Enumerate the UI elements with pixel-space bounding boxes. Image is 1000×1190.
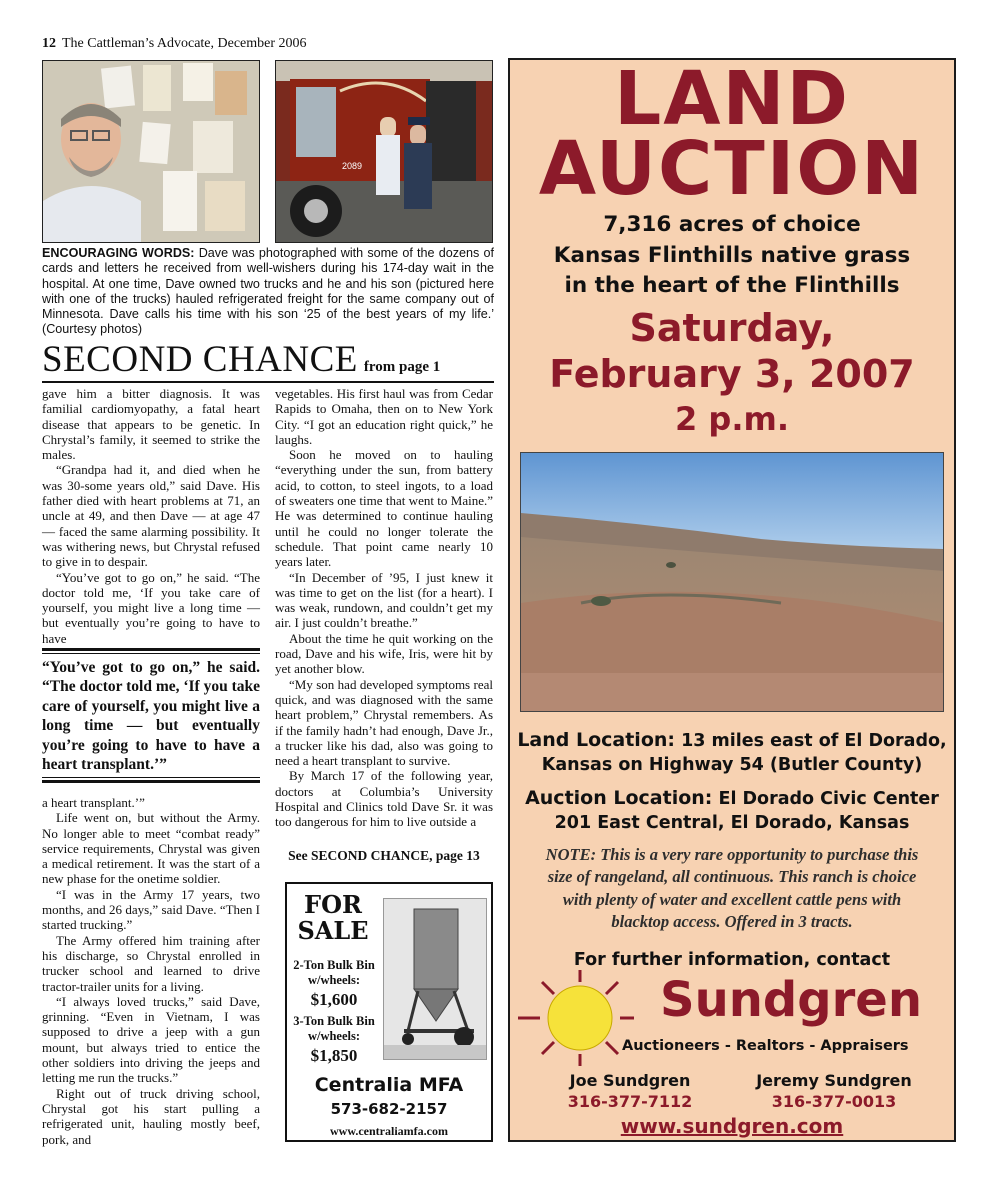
item2-label: 3-Ton Bulk Bin w/wheels:	[293, 1014, 375, 1043]
item1-price: $1,600	[310, 990, 358, 1009]
for-sale-ad	[285, 882, 493, 1142]
paragraph: “Grandpa had it, and died when he was 30-some years old,” said Dave. His father died with heart problems at 71, an uncle at 49, and then Dave — at age 47 — faced the same alarming possibility. It was withering news, but Chrystal refused to give in to despair.	[42, 462, 260, 570]
headline-title: SECOND CHANCE	[42, 339, 358, 380]
pullquote-rule-top-thin	[42, 653, 260, 654]
for-sale-items	[289, 958, 379, 1070]
contact-joe	[530, 1070, 730, 1112]
contact-name: Jeremy Sundgren	[756, 1071, 912, 1090]
paragraph: Soon he moved on to hauling “everything under the sun, from battery acid, to cotton, to steel ingots, to a load of sweaters one time that went to Maine.” He was determined to continue hauling until he could no longer tolerate the schedule. That point came nearly 10 years later.	[275, 447, 493, 570]
auction-location-label: Auction Location:	[525, 787, 713, 809]
paragraph: Life went on, but without the Army. No longer able to meet “combat ready” service requirements, Chrystal was given a medical retirement. It was the start of a new phase for the onetime soldier.	[42, 810, 260, 887]
bulk-bin-photo	[383, 898, 487, 1060]
paragraph: “I always loved trucks,” said Dave, grinning. “Even in Vietnam, I was supposed to drive a jeep with a gun mount, but always tried to entice the other soldiers into driving the jeeps and letting me run the trucks.”	[42, 993, 260, 1086]
ad-land-location	[510, 728, 954, 777]
land-auction-ad	[508, 58, 956, 1142]
ad-subtitle-line1: 7,316 acres of choice	[603, 212, 861, 237]
ad-date: February 3, 2007	[549, 352, 915, 396]
for-sale-title-line1: FOR	[304, 890, 362, 919]
headline-from: from page 1	[363, 359, 441, 375]
centralia-brand: Centralia MFA	[314, 1074, 464, 1096]
ad-subtitle	[510, 210, 954, 302]
auction-location-text2: 201 East Central, El Dorado, Kansas	[554, 813, 910, 833]
paragraph: vegetables. His first haul was from Cedar Rapids to Omaha, then on to New York City. “I got an education right quick,” he laughs.	[275, 386, 493, 447]
ad-subtitle-line2: Kansas Flinthills native grass	[553, 242, 911, 268]
truck-number: 2089	[342, 161, 363, 171]
article-headline	[42, 338, 494, 381]
paragraph: “In December of ’95, I just knew it was time to get on the list (for a heart). I was weak, rundown, and couldn’t get my air. I just couldn’t breathe.”	[275, 569, 493, 631]
sundgren-tagline: Auctioneers - Realtors - Appraisers	[622, 1038, 909, 1054]
paragraph: “I was in the Army 17 years, two months, and 26 days,” said Dave. “Then I started trucking.”	[42, 886, 260, 933]
item1-label: 2-Ton Bulk Bin w/wheels:	[293, 958, 375, 987]
ad-note: NOTE: This is a very rare opportunity to purchase this size of rangeland, all continuous. This ranch is choice with plenty of water and excellent cattle pens with blacktop access. Offered in 3 tracts.	[545, 845, 919, 932]
ad-auction-location	[510, 786, 954, 835]
page-header	[42, 36, 307, 52]
pullquote-rule-bottom	[42, 780, 260, 783]
publication-line: The Cattleman’s Advocate, December 2006	[62, 36, 307, 51]
ad-title-auction: AUCTION	[538, 126, 926, 212]
paragraph: “My son had developed symptoms real quick, and was diagnosed with the same heart problem,” Chrystal remembers. As if the family hadn’t had enough, Dave Jr., a trucker like his dad, also was going to need a heart transplant to survive.	[275, 676, 493, 769]
ad-contact-line: For further information, contact	[573, 950, 891, 970]
contact-name: Joe Sundgren	[569, 1071, 691, 1090]
sun-logo-icon	[516, 968, 636, 1068]
paragraph: By March 17 of the following year, doctors at Columbia’s University Hospital and Clinics told Dave Sr. it was too dangerous for him to live outside a	[275, 768, 493, 830]
centralia-url[interactable]: www.centraliamfa.com	[330, 1124, 448, 1138]
for-sale-title	[293, 892, 373, 944]
photo-truck-with-son	[275, 60, 493, 243]
pullquote-rule-bottom-thin	[42, 777, 260, 778]
land-location-text1: 13 miles east of El Dorado,	[681, 731, 947, 751]
pullquote-rule-top	[42, 648, 260, 651]
article-column-b	[275, 386, 493, 830]
contact-jeremy	[734, 1070, 934, 1112]
caption-lead: ENCOURAGING WORDS:	[42, 246, 195, 260]
article-column-a-continued	[42, 795, 260, 1147]
item2-price: $1,850	[310, 1046, 358, 1065]
ad-subtitle-line3: in the heart of the Flinthills	[564, 273, 900, 298]
continued-jump-line: See SECOND CHANCE, page 13	[288, 848, 480, 863]
photo-caption	[42, 246, 494, 338]
paragraph: The Army offered him training after his discharge, so Chrystal enrolled in trucker school and learned to drive tractor-trailer units for a living.	[42, 932, 260, 994]
sundgren-url-link[interactable]: www.sundgren.com	[620, 1114, 844, 1138]
ad-time: 2 p.m.	[675, 400, 789, 438]
caption-text: Dave was photographed with some of the dozens of cards and letters he received from well-wishers during his 174-day wait in the hospital. At one time, Dave owned two trucks and he and his son (pictured here with one of the trucks) hauled refrigerated freight for the same company out of Minnesota. Dave calls his time with his son ‘25 of the best years of my life.’ (Courtesy photos)	[42, 246, 495, 337]
ad-title-land: LAND	[614, 56, 850, 142]
sundgren-brand: Sundgren	[660, 972, 923, 1028]
contact-phone: 316-377-0013	[771, 1092, 897, 1111]
paragraph: About the time he quit working on the road, Dave and his wife, Iris, were hit by yet another blow.	[275, 630, 493, 677]
paragraph: Right out of truck driving school, Chrystal got his start pulling a refrigerated unit, hauling mostly beef, pork, and	[42, 1085, 260, 1147]
page-number: 12	[42, 36, 56, 51]
paragraph: gave him a bitter diagnosis. It was familial cardiomyopathy, a fatal heart disease that appears to be genetic. In Chrystal’s family, it seemed to strike the males.	[42, 386, 260, 463]
paragraph: a heart transplant.’”	[42, 795, 145, 810]
pullquote: “You’ve got to go on,” he said. “The doctor told me, ‘If you take care of yourself, you might live a long time — but eventually you’re going to have to have a heart transplant.’”	[42, 659, 260, 774]
land-location-text2: Kansas on Highway 54 (Butler County)	[541, 755, 923, 775]
auction-location-text1: El Dorado Civic Center	[718, 789, 939, 809]
for-sale-title-line2: SALE	[297, 916, 369, 945]
ad-date-day: Saturday,	[629, 306, 835, 350]
headline-rule	[42, 381, 494, 383]
photo-dave-with-cards	[42, 60, 260, 243]
flinthills-landscape-photo	[520, 452, 944, 712]
article-column-a	[42, 386, 260, 646]
paragraph: “You’ve got to go on,” he said. “The doctor told me, ‘If you take care of yourself, you might live a long time — but eventually you’re going to have to have	[42, 569, 260, 646]
contact-phone: 316-377-7112	[567, 1092, 693, 1111]
land-location-label: Land Location:	[517, 729, 675, 751]
centralia-phone: 573-682-2157	[330, 1100, 448, 1118]
